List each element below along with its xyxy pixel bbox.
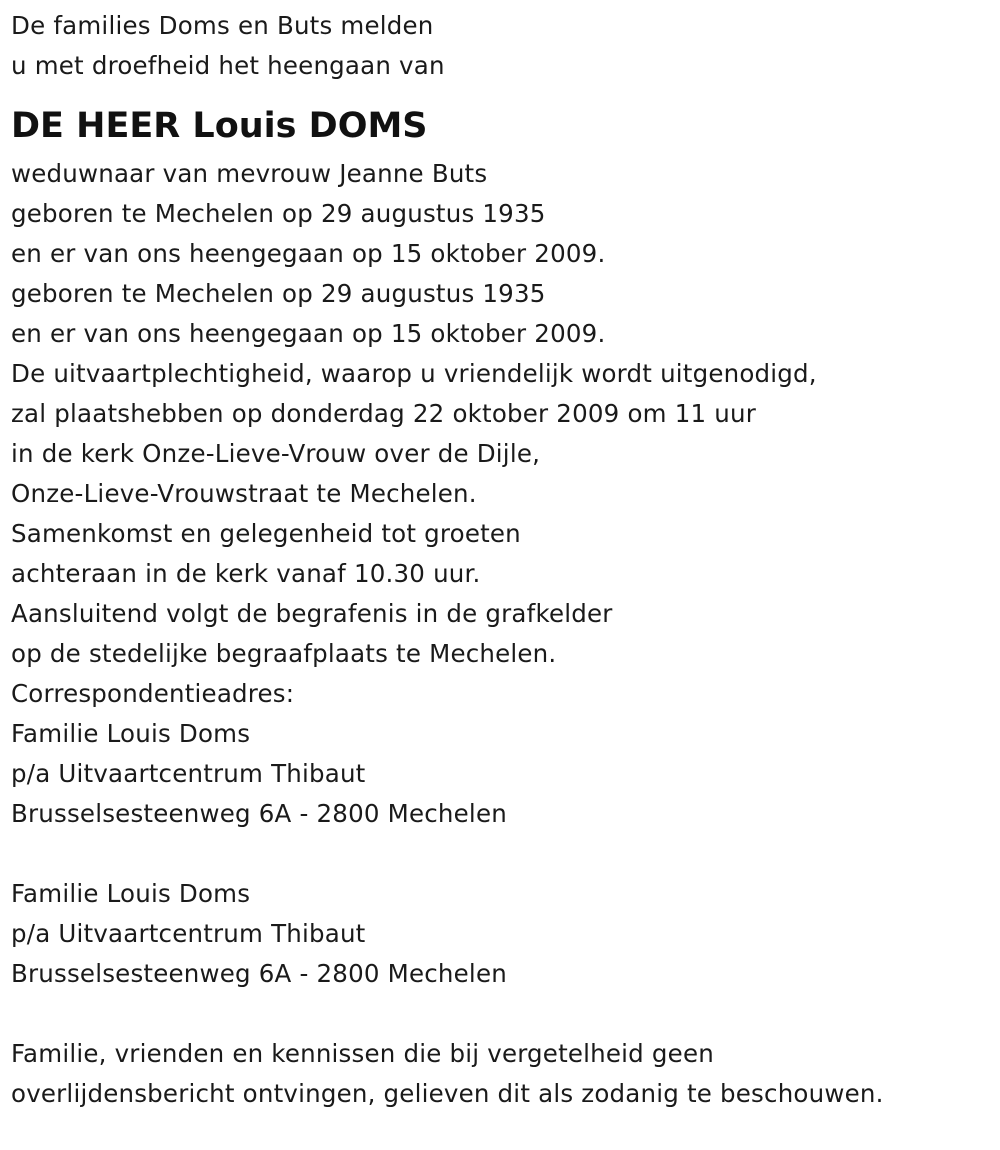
intro-line: u met droefheid het heengaan van xyxy=(11,51,445,80)
death-notice xyxy=(11,6,991,1114)
body-line: Samenkomst en gelegenheid tot groeten xyxy=(11,519,521,548)
body-line: achteraan in de kerk vanaf 10.30 uur. xyxy=(11,559,481,588)
body-line: en er van ons heengegaan op 15 oktober 2009. xyxy=(11,239,606,268)
body-line: geboren te Mechelen op 29 augustus 1935 xyxy=(11,279,546,308)
spacer xyxy=(11,994,991,1034)
closing-line: Familie, vrienden en kennissen die bij vergetelheid geen xyxy=(11,1039,714,1068)
body-line: Correspondentieadres: xyxy=(11,679,295,708)
body-line: in de kerk Onze-Lieve-Vrouw over de Dijle, xyxy=(11,439,541,468)
body-line: Brusselsesteenweg 6A - 2800 Mechelen xyxy=(11,799,507,828)
intro-block xyxy=(11,6,991,86)
body-line: op de stedelijke begraafplaats te Mechelen. xyxy=(11,639,557,668)
closing-block xyxy=(11,1034,991,1114)
address-line: p/a Uitvaartcentrum Thibaut xyxy=(11,919,366,948)
closing-line: overlijdensbericht ontvingen, gelieven dit als zodanig te beschouwen. xyxy=(11,1079,884,1108)
body-line: Onze-Lieve-Vrouwstraat te Mechelen. xyxy=(11,479,477,508)
address-line: Brusselsesteenweg 6A - 2800 Mechelen xyxy=(11,959,507,988)
body-line: Familie Louis Doms xyxy=(11,719,251,748)
intro-line: De families Doms en Buts melden xyxy=(11,11,434,40)
body-line: zal plaatshebben op donderdag 22 oktober 2009 om 11 uur xyxy=(11,399,756,428)
body-line: p/a Uitvaartcentrum Thibaut xyxy=(11,759,366,788)
body-line: De uitvaartplechtigheid, waarop u vriendelijk wordt uitgenodigd, xyxy=(11,359,817,388)
address-block xyxy=(11,874,991,994)
body-line: en er van ons heengegaan op 15 oktober 2009. xyxy=(11,319,606,348)
body-line: weduwnaar van mevrouw Jeanne Buts xyxy=(11,159,488,188)
notice-body xyxy=(11,154,991,834)
body-line: geboren te Mechelen op 29 augustus 1935 xyxy=(11,199,546,228)
body-line: Aansluitend volgt de begrafenis in de grafkelder xyxy=(11,599,613,628)
deceased-name-heading: DE HEER Louis DOMS xyxy=(11,106,428,146)
spacer xyxy=(11,834,991,874)
address-line: Familie Louis Doms xyxy=(11,879,251,908)
